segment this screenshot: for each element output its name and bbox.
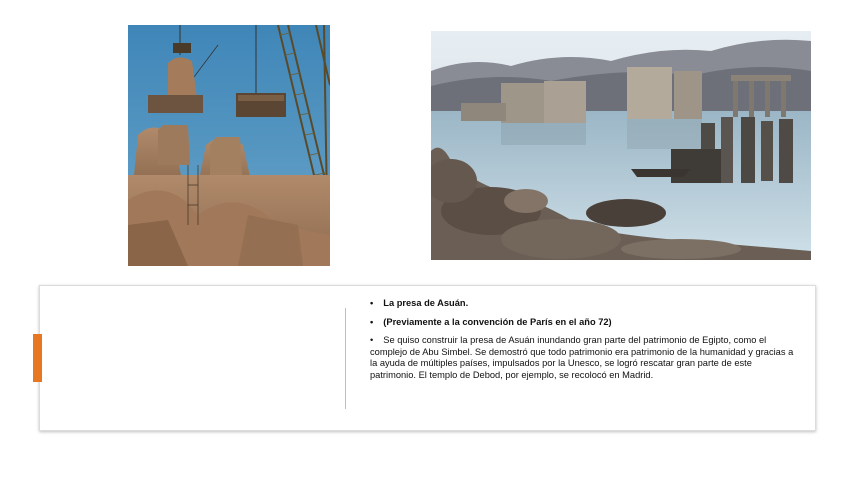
text-card (39, 285, 816, 431)
bullet-text: Se quiso construir la presa de Asuán inundando gran parte del patrimonio de Egipto, como el complejo de Abu Simbel. Se demostró que todo patrimonio era patrimonio de la humanidad y gracias a la ayuda de múltiples países, impulsados por la Unesco, se logró rescatar gran parte de este patrimonio. El templo de Debod, por ejemplo, se recolocó en Madrid. (370, 335, 794, 380)
bullet-icon: • (370, 298, 374, 308)
philae-temple-flooded-photo (431, 31, 811, 260)
vertical-divider (345, 308, 346, 409)
bullet-item (370, 335, 800, 381)
bullet-text: (Previamente a la convención de París en el año 72) (383, 316, 612, 327)
bullet-icon: • (370, 316, 374, 327)
accent-bar (33, 334, 42, 382)
abu-simbel-relocation-photo (128, 25, 330, 266)
bullet-text: La presa de Asuán. (383, 298, 469, 308)
bullet-icon: • (370, 335, 374, 346)
bullet-item (370, 298, 800, 310)
bullet-list (370, 298, 800, 389)
bullet-item (370, 317, 800, 329)
